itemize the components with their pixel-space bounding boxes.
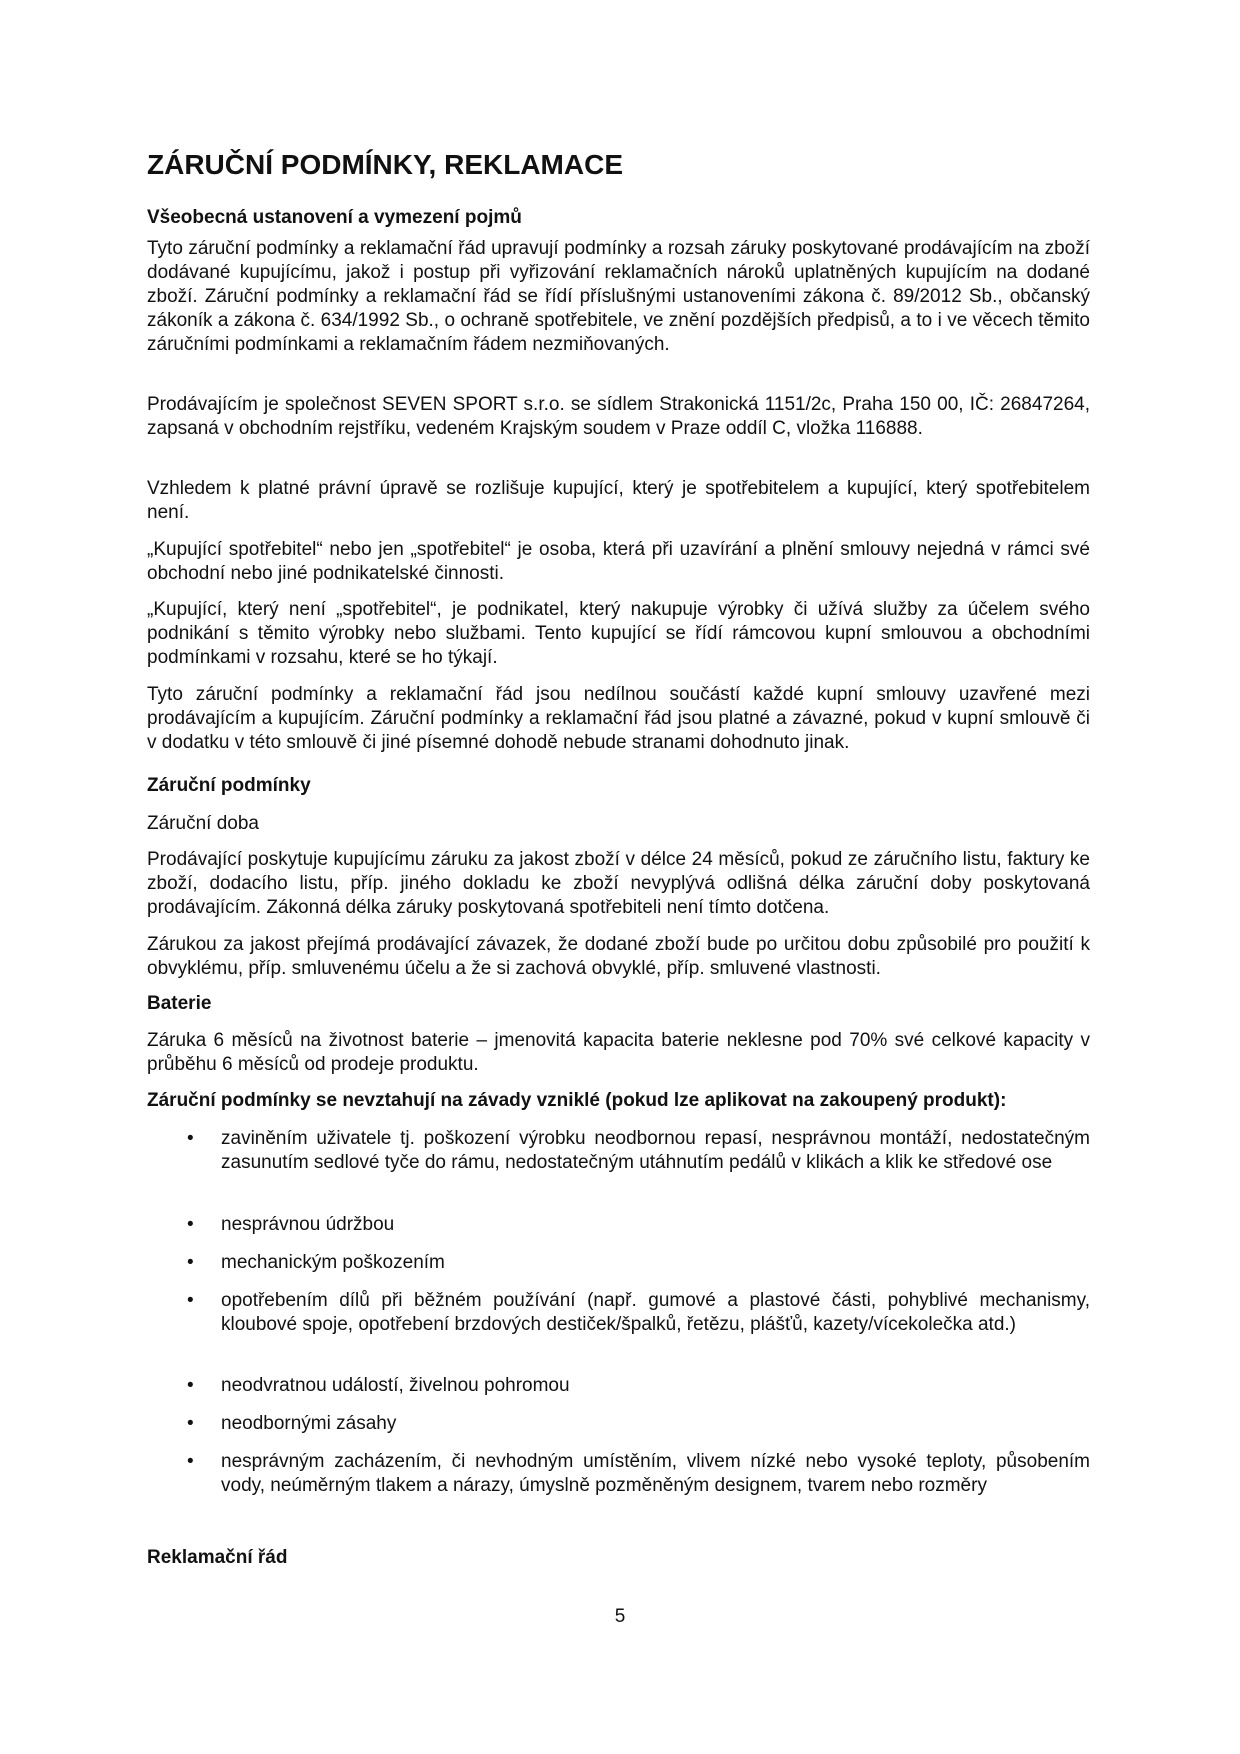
paragraph: Prodávajícím je společnost SEVEN SPORT s.r.o. se sídlem Strakonická 1151/2c, Praha 150 00, IČ: 26847264, zapsaná v obchodním rejstříku, vedeném Krajským soudem v Praze oddíl C, vložka 116888. [147, 394, 1090, 440]
subheading-battery: Baterie [147, 993, 212, 1014]
paragraph: Tyto záruční podmínky a reklamační řád upravují podmínky a rozsah záruky poskytované prodávajícím na zboží dodávané kupujícímu, jakož i postup při vyřizování reklamačních nároků uplatněných kupujícím na dodané zboží. Záruční podmínky a reklamační řád se řídí příslušnými ustanoveními zákona č. 89/2012 Sb., občanský zákoník a zákona č. 634/1992 Sb., o ochraně spotřebitele, ve znění pozdějších předpisů, a to i ve věcech těmito záručními podmínkami a reklamačním řádem nezmiňovaných. [147, 238, 1090, 356]
paragraph: Zárukou za jakost přejímá prodávající závazek, že dodané zboží bude po určitou dobu způsobilé pro použití k obvyklému, příp. smluvenému účelu a že si zachová obvyklé, příp. smluvené vlastnosti. [147, 934, 1090, 980]
section-heading-warranty: Záruční podmínky [147, 775, 311, 796]
bullet-icon: • [187, 1214, 194, 1235]
page-title: ZÁRUČNÍ PODMÍNKY, REKLAMACE [147, 149, 623, 180]
paragraph: „Kupující, který není „spotřebitel“, je podnikatel, který nakupuje výrobky či užívá služby za účelem svého podnikání s těmito výrobky nebo službami. Tento kupující se řídí rámcovou kupní smlouvou a obchodními podmínkami v rozsahu, které se ho týkají. [147, 599, 1090, 669]
paragraph: Prodávající poskytuje kupujícímu záruku za jakost zboží v délce 24 měsíců, pokud ze záručního listu, faktury ke zboží, dodacího listu, příp. jiného dokladu ke zboží nevyplývá odlišná délka záruční doby poskytovaná prodávajícím. Zákonná délka záruky poskytovaná spotřebiteli není tímto dotčena. [147, 849, 1090, 919]
bullet-icon: • [187, 1451, 194, 1472]
list-item: • neodbornými zásahy [147, 1412, 1090, 1436]
list-item: • nesprávným zacházením, či nevhodným umístěním, vlivem nízké nebo vysoké teploty, působením vody, neúměrným tlakem a nárazy, úmyslně pozměněným designem, tvarem nebo rozměry [187, 1451, 1090, 1497]
list-item: • nesprávnou údržbou [147, 1213, 1090, 1237]
bullet-icon: • [187, 1290, 194, 1311]
paragraph: Vzhledem k platné právní úpravě se rozlišuje kupující, který je spotřebitelem a kupující, který spotřebitelem není. [147, 478, 1090, 524]
section-heading-complaints: Reklamační řád [147, 1547, 288, 1568]
paragraph: „Kupující spotřebitel“ nebo jen „spotřebitel“ je osoba, která při uzavírání a plnění smlouvy nejedná v rámci své obchodní nebo jiné podnikatelské činnosti. [147, 539, 1090, 585]
bullet-icon: • [187, 1252, 194, 1273]
bullet-icon: • [187, 1375, 194, 1396]
section-heading-general: Všeobecná ustanovení a vymezení pojmů [147, 207, 522, 228]
bullet-icon: • [187, 1128, 194, 1149]
list-item: • opotřebením dílů při běžném používání (např. gumové a plastové části, pohyblivé mechanismy, kloubové spoje, opotřebení brzdových destiček/špalků, řetězu, plášťů, kazety/vícekolečka atd.) [187, 1290, 1090, 1336]
paragraph: Tyto záruční podmínky a reklamační řád jsou nedílnou součástí každé kupní smlouvy uzavřené mezi prodávajícím a kupujícím. Záruční podmínky a reklamační řád jsou platné a závazné, pokud v kupní smlouvě či v dodatku v této smlouvě či jiné písemné dohodě nebude stranami dohodnuto jinak. [147, 684, 1090, 754]
list-item: • mechanickým poškozením [147, 1251, 1090, 1275]
paragraph: Záruka 6 měsíců na životnost baterie – jmenovitá kapacita baterie neklesne pod 70% své celkové kapacity v průběhu 6 měsíců od prodeje produktu. [147, 1030, 1090, 1076]
list-item: • zaviněním uživatele tj. poškození výrobku neodbornou repasí, nesprávnou montáží, nedostatečným zasunutím sedlové tyče do rámu, nedostatečným utáhnutím pedálů v klikách a klik ke středové ose [187, 1128, 1090, 1174]
bullet-icon: • [187, 1413, 194, 1434]
exclusions-heading: Záruční podmínky se nevztahují na závady vzniklé (pokud lze aplikovat na zakoupený produkt): [147, 1090, 1007, 1111]
list-item: • neodvratnou událostí, živelnou pohromou [147, 1374, 1090, 1398]
subheading-warranty-period: Záruční doba [147, 813, 259, 834]
page-number: 5 [614, 1606, 626, 1627]
